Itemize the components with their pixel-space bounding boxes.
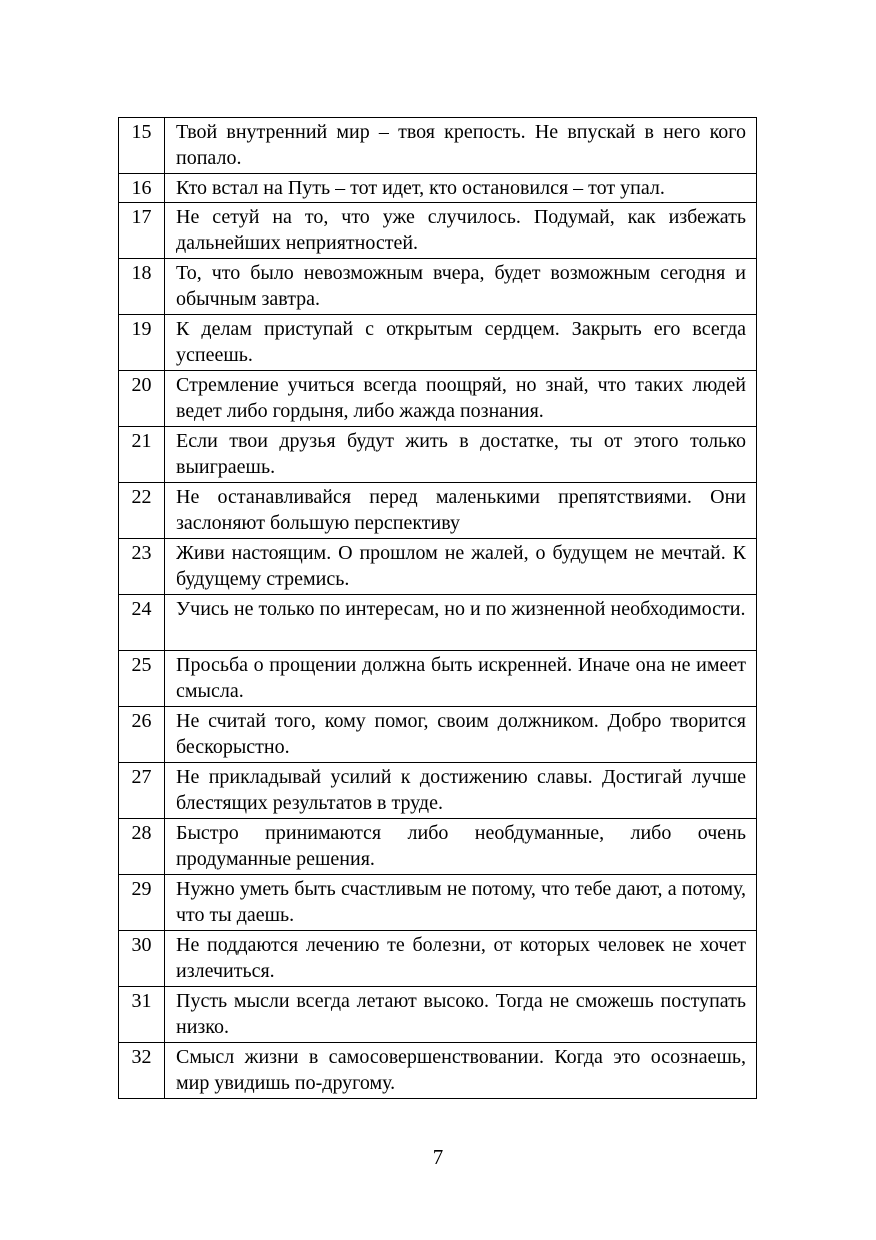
row-number: 24 [119, 595, 165, 651]
row-number: 25 [119, 651, 165, 707]
saying-text: Стремление учиться всегда поощряй, но знай, что таких людей ведет либо гордыня, либо жажда познания. [165, 371, 757, 427]
row-number: 29 [119, 875, 165, 931]
row-number: 16 [119, 174, 165, 203]
saying-text: Учись не только по интересам, но и по жизненной необходимости. [165, 595, 757, 651]
row-number: 18 [119, 259, 165, 315]
saying-text: Живи настоящим. О прошлом не жалей, о будущем не мечтай. К будущему стремись. [165, 539, 757, 595]
table-row [119, 987, 757, 1043]
table-row [119, 819, 757, 875]
row-number: 15 [119, 118, 165, 174]
saying-text: Нужно уметь быть счастливым не потому, что тебе дают, а потому, что ты даешь. [165, 875, 757, 931]
table-row [119, 595, 757, 651]
row-number: 22 [119, 483, 165, 539]
table-row [119, 174, 757, 203]
row-number: 28 [119, 819, 165, 875]
row-number: 32 [119, 1043, 165, 1099]
table-row [119, 259, 757, 315]
row-number: 26 [119, 707, 165, 763]
saying-text: Пусть мысли всегда летают высоко. Тогда не сможешь поступать низко. [165, 987, 757, 1043]
saying-text: Быстро принимаются либо необдуманные, либо очень продуманные решения. [165, 819, 757, 875]
table-row [119, 763, 757, 819]
table-row [119, 203, 757, 259]
table-row [119, 651, 757, 707]
saying-text: Кто встал на Путь – тот идет, кто остановился – тот упал. [165, 174, 757, 203]
table-row [119, 1043, 757, 1099]
saying-text: Не считай того, кому помог, своим должником. Добро творится бескорыстно. [165, 707, 757, 763]
table-row [119, 707, 757, 763]
row-number: 21 [119, 427, 165, 483]
saying-text: Просьба о прощении должна быть искренней. Иначе она не имеет смысла. [165, 651, 757, 707]
saying-text: Не прикладывай усилий к достижению славы. Достигай лучше блестящих результатов в труде. [165, 763, 757, 819]
table-row [119, 371, 757, 427]
table-row [119, 315, 757, 371]
saying-text: Не останавливайся перед маленькими препятствиями. Они заслоняют большую перспективу [165, 483, 757, 539]
row-number: 30 [119, 931, 165, 987]
table-row [119, 483, 757, 539]
table-row [119, 931, 757, 987]
saying-text: Не сетуй на то, что уже случилось. Подумай, как избежать дальнейших неприятностей. [165, 203, 757, 259]
row-number: 19 [119, 315, 165, 371]
saying-text: Если твои друзья будут жить в достатке, ты от этого только выиграешь. [165, 427, 757, 483]
page-number: 7 [432, 1145, 444, 1169]
row-number: 20 [119, 371, 165, 427]
saying-text: Твой внутренний мир – твоя крепость. Не впускай в него кого попало. [165, 118, 757, 174]
saying-text: К делам приступай с открытым сердцем. Закрыть его всегда успеешь. [165, 315, 757, 371]
table-row [119, 427, 757, 483]
saying-text: Смысл жизни в самосовершенствовании. Когда это осознаешь, мир увидишь по-другому. [165, 1043, 757, 1099]
table-row [119, 875, 757, 931]
row-number: 23 [119, 539, 165, 595]
saying-text: То, что было невозможным вчера, будет возможным сегодня и обычным завтра. [165, 259, 757, 315]
table-row [119, 539, 757, 595]
row-number: 27 [119, 763, 165, 819]
row-number: 17 [119, 203, 165, 259]
table-row [119, 118, 757, 174]
sayings-table [118, 117, 757, 1099]
row-number: 31 [119, 987, 165, 1043]
saying-text: Не поддаются лечению те болезни, от которых человек не хочет излечиться. [165, 931, 757, 987]
